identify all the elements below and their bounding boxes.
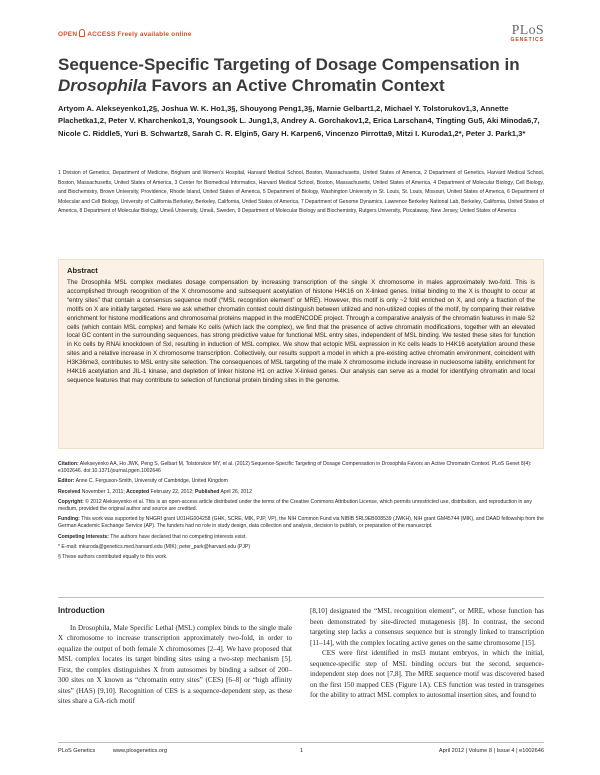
article-title [58, 54, 544, 96]
footer-divider [58, 742, 544, 743]
accepted-label: Accepted [126, 488, 150, 495]
footer-left [58, 748, 167, 754]
copyright-label: Copyright: [58, 498, 84, 505]
section-divider [58, 597, 544, 598]
received-label: Received [58, 488, 81, 495]
competing-interests [58, 534, 544, 541]
footer-url[interactable]: www.plosgenetics.org [112, 748, 167, 754]
footer-journal: PLoS Genetics [58, 748, 96, 754]
open-label: OPEN [58, 31, 78, 38]
competing-text: The authors have declared that no competing interests exist. [110, 533, 247, 540]
free-available-label: Freely available online [117, 31, 192, 38]
right-column [310, 606, 544, 701]
copyright-text: © 2012 Alekseyenko et al. This is an open-access article distributed under the terms of the Creative Commons Attribution License, which permits unrestricted use, distribution, and reproduction in any medium, provided the original author and source are credited. [58, 498, 532, 513]
equal-contribution: § These authors contributed equally to this work. [58, 554, 168, 561]
editor-text: Anne C. Ferguson-Smith, University of Cambridge, United Kingdom [75, 478, 228, 485]
abstract-box [58, 259, 544, 449]
title-part-1: Sequence-Specific Targeting of Dosage Compensation in [58, 55, 520, 74]
journal-logo [510, 23, 544, 43]
published-label: Published [195, 488, 220, 495]
article-meta [58, 461, 544, 564]
page-number: 1 [300, 748, 304, 754]
funding-text: This work was supported by NHGRI grant U01HG004258 (GHK, SCRE, MIK, PJP, VP), the NIH Common Fund via NIBIB 5RL9EB008539 (JWKH), NIH grant GM45744 (MIK), and DAAD fellowship from the German Academic Exchange Service (AP). The funders had no role in study design, data collection and analysis, decision to publish, or preparation of the manuscript. [58, 516, 544, 530]
published-date: April 26, 2012 [220, 488, 252, 495]
intro-paragraph-1: In Drosophila, Male Specific Lethal (MSL) complex binds to the single male X chromosome to increase transcription approximately two-fold, in order to equalize the output of both female X chromosomes [2–4]. We have proposed that MSL complex locates its target binding sites using a two-step mechanism [5]. First, the complex distinguishes X from autosomes by binding a subset of 200–300 sites on X known as “chromatin entry sites” (CES) [6–8] or “high affinity sites” (HAS) [9,10]. Recognition of CES is a sequence-dependent step, as these sites share a GA-rich motif [58, 623, 292, 705]
copyright [58, 499, 544, 513]
footer-issue: April 2012 | Volume 8 | Issue 4 | e1002646 [438, 748, 544, 754]
editor [58, 478, 544, 485]
dates [58, 489, 544, 496]
affiliations: 1 Division of Genetics, Department of Medicine, Brigham and Women's Hospital, Harvard Medical School, Boston, Massachusetts, United States of America, 2 Department of Genetics, Harvard Medical School, Boston, Massachusetts, United States of America, 3 Center for Biomedical Informatics, Harvard Medical School, Boston, Massachusetts, United States of America, 4 Department of Molecular Biology, Cell Biology, and Biochemistry, Brown University, Providence, Rhode Island, United States of America, 5 Department of Biology, Washington University in St. Louis, St. Louis, Missouri, United States of America, 6 Department of Molecular and Cell Biology, University of California Berkeley, Berkeley, California, United States of America, 7 Department of Genome Dynamics, Lawrence Berkeley National Lab, Berkeley, California, United States of America, 8 Department of Molecular Biology, Umeå University, Umeå, Sweden, 9 Department of Molecular Biology and Biochemistry, Rutgers University, Piscataway, New Jersey, United States of America [58, 170, 545, 214]
funding [58, 516, 544, 530]
intro-paragraph-1-cont: [8,10] designated the “MSL recognition element”, or MRE, whose function has been demonstrated by site-directed mutagenesis [8]. In contrast, the second targeting step lacks a consensus sequence but is strongly linked to transcription [11–14], with the complex locating active genes on the same chromosome [15]. [310, 607, 544, 647]
email: * E-mail: mkuroda@genetics.med.harvard.edu (MIK); peter_park@harvard.edu (PJP) [58, 543, 251, 550]
open-access-badge [58, 29, 192, 38]
open-access-lock-icon [79, 29, 85, 37]
citation-text: Alekseyenko AA, Ho JWK, Peng S, Gelbart M, Tolstorukov MY, et al. (2012) Sequence-Specific Targeting of Dosage Compensation in Drosophila Favors an Active Chromatin Context. PLoS Genet 8(4): e1002646. doi:10.1371/journal.pgen.1002646 [58, 461, 532, 475]
editor-label: Editor: [58, 478, 75, 485]
title-part-2: Favors an Active Chromatin Context [146, 76, 445, 95]
abstract-text: The Drosophila MSL complex mediates dosage compensation by increasing transcription of the single X chromosome in males approximately two-fold. This is accomplished through recognition of the X chromosome and subsequent acetylation of histone H4K16 on X-linked genes. Initial binding to the X is thought to occur at “entry sites” that contain a consensus sequence motif (“MSL recognition element” or MRE). However, this motif is only ~2 fold enriched on X, and only a fraction of the motifs on X are initially targeted. Here we ask whether chromatin context could distinguish between utilized and non-utilized copies of the motif, by comparing their relative enrichment for histone modifications and chromosomal proteins mapped in the modENCODE project. Through a comparative analysis of the chromatin features in male S2 cells (which contain MSL complex) and female Kc cells (which lack the complex), we find that the presence of active chromatin modifications, together with an elevated local GC content in the surrounding sequences, has strong predictive value for functional MSL entry sites, independent of MSL binding. We tested these sites for function in Kc cells by RNAi knockdown of Sxl, resulting in induction of MSL complex. We show that ectopic MSL expression in Kc cells leads to H4K16 acetylation around these sites and a relative increase in X chromosome transcription. Collectively, our results support a model in which a pre-existing active chromatin environment, coincident with H3K36me3, contributes to MSL entry site selection. The consequences of MSL targeting of the male X chromosome include increase in nucleosome lability, enrichment for H4K16 acetylation and JIL-1 kinase, and depletion of linker histone H1 on active X-linked genes. Our analysis can serve as a model for identifying chromatin and local sequence features that may contribute to selection of functional protein binding sites in the genome. [67, 279, 535, 384]
citation [58, 461, 544, 475]
access-label: ACCESS [87, 31, 116, 38]
received-date: November 1, 2011; [81, 488, 125, 495]
competing-label: Competing Interests: [58, 533, 109, 540]
abstract-heading: Abstract [67, 266, 98, 275]
funding-label: Funding: [58, 516, 80, 523]
left-column [58, 606, 292, 707]
intro-paragraph-2: CES were first identified in msl3 mutant embryos, in which the initial, sequence-specific step of MSL binding occurs but the second, sequence-independent step does not [7,8]. The MRE sequence motif was discovered based on the first 150 mapped CES (Figure 1A). CES function was tested in transgenes for the ability to attract MSL complex to autosomal insertion sites, and found to [310, 649, 544, 699]
journal-logo-word: PLoS [511, 23, 544, 38]
author-list: Artyom A. Alekseyenko1,2§, Joshua W. K. Ho1,3§, Shouyong Peng1,3§, Marnie Gelbart1,2, Michael Y. Tolstorukov1,3, Annette Plachetka1,2, Peter V. Kharchenko1,3, Youngsook L. Jung1,3, Andrey A. Gorchakov1,2, Erica Larschan4, Tingting Gu5, Aki Minoda6,7, Nicole C. Riddle5, Yuri B. Schwartz8, Sarah C. R. Elgin5, Gary H. Karpen6, Vincenzo Pirrotta9, Mitzi I. Kuroda1,2*, Peter J. Park1,3* [58, 104, 540, 138]
title-italic: Drosophila [58, 76, 147, 95]
journal-logo-sub: GENETICS [510, 37, 544, 43]
accepted-date: February 22, 2012; [150, 488, 194, 495]
citation-label: Citation: [58, 461, 79, 467]
introduction-heading: Introduction [58, 606, 105, 615]
top-bar [58, 23, 544, 49]
